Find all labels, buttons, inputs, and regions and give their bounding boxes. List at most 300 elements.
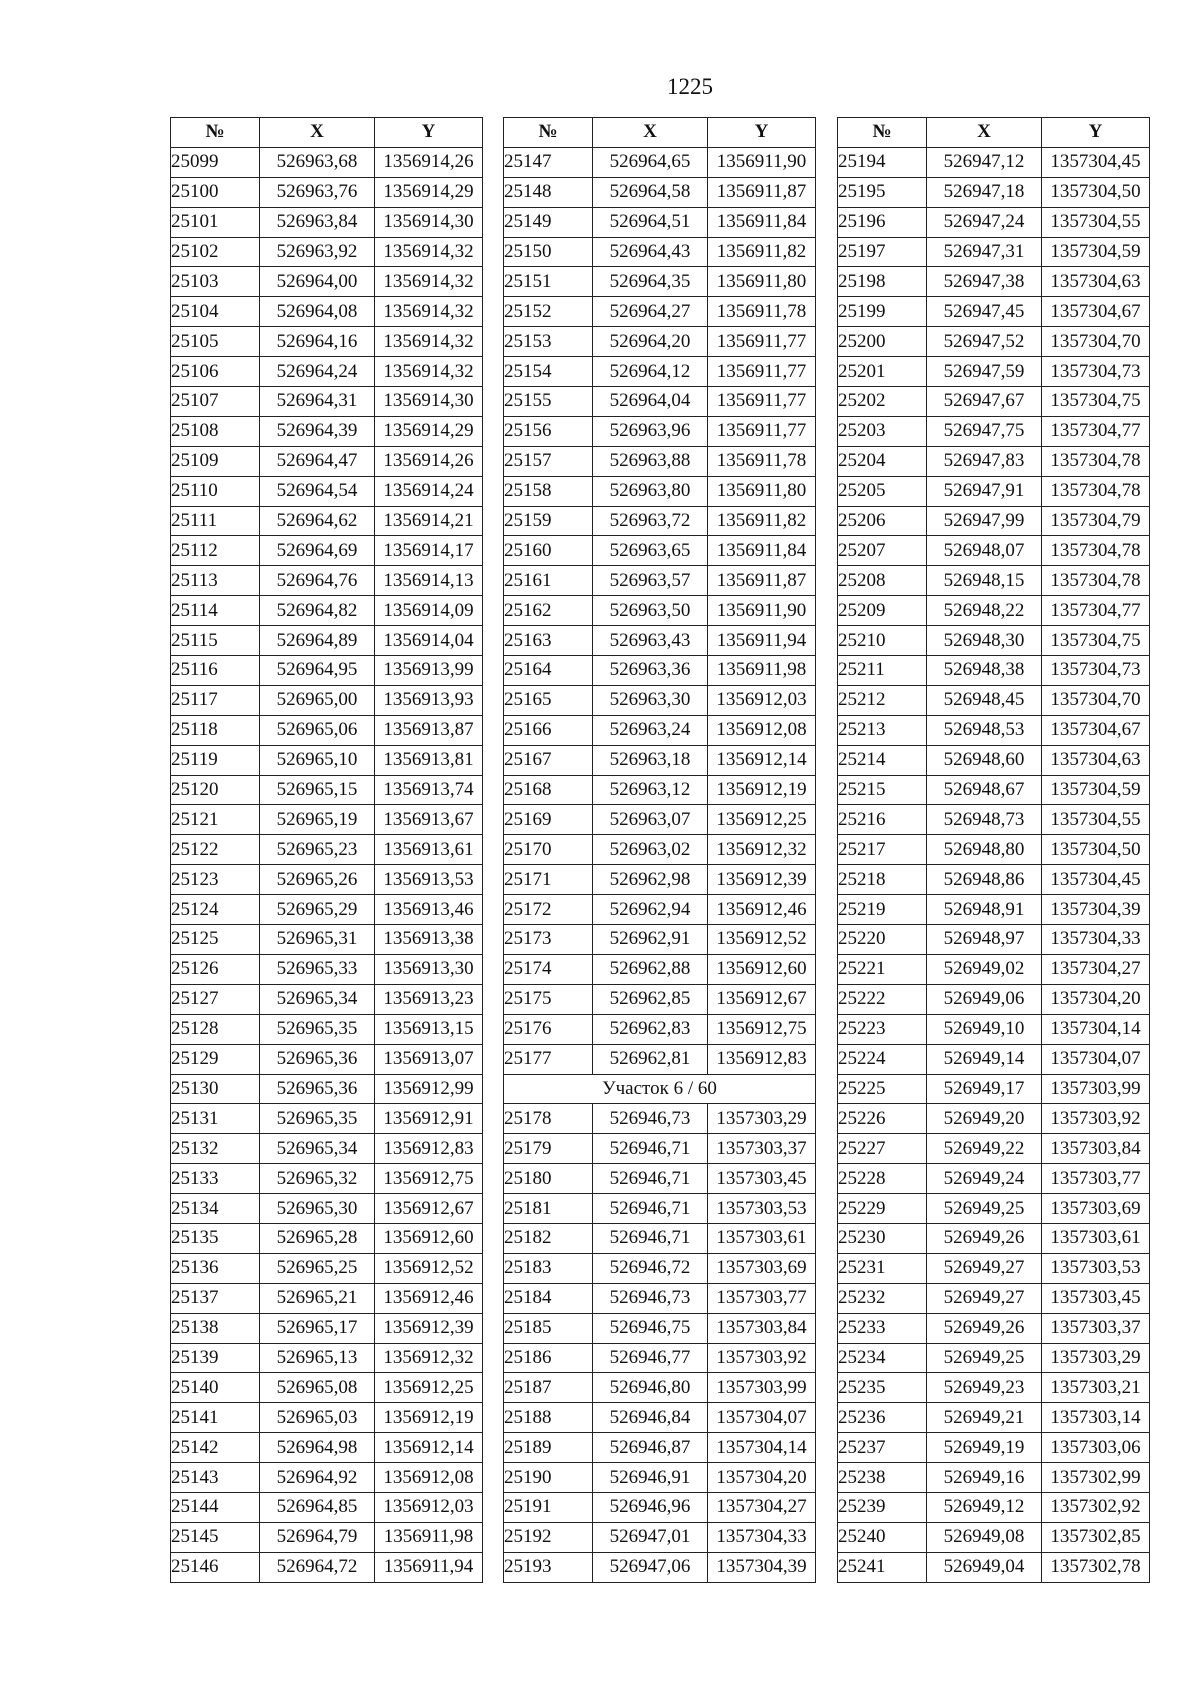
point-number: 25234	[838, 1343, 927, 1373]
x-coordinate: 526947,52	[927, 327, 1042, 357]
y-coordinate: 1356914,26	[375, 446, 483, 476]
y-coordinate: 1356913,15	[375, 1014, 483, 1044]
y-coordinate: 1356911,94	[375, 1552, 483, 1582]
y-coordinate: 1356914,17	[375, 536, 483, 566]
point-number: 25126	[171, 954, 260, 984]
y-coordinate: 1357302,99	[1042, 1463, 1150, 1493]
y-coordinate: 1356913,87	[375, 715, 483, 745]
x-coordinate: 526946,91	[593, 1463, 708, 1493]
point-number: 25221	[838, 954, 927, 984]
x-coordinate: 526963,12	[593, 775, 708, 805]
y-coordinate: 1356913,93	[375, 685, 483, 715]
point-number: 25231	[838, 1253, 927, 1283]
point-number: 25182	[504, 1223, 593, 1253]
table-row	[171, 1343, 483, 1373]
table-row	[171, 835, 483, 865]
point-number: 25149	[504, 207, 593, 237]
point-number: 25152	[504, 297, 593, 327]
y-coordinate: 1357304,78	[1042, 476, 1150, 506]
point-number: 25117	[171, 685, 260, 715]
table-row	[838, 357, 1150, 387]
x-coordinate: 526964,65	[593, 147, 708, 177]
y-coordinate: 1357303,21	[1042, 1373, 1150, 1403]
point-number: 25122	[171, 835, 260, 865]
x-coordinate: 526949,26	[927, 1223, 1042, 1253]
point-number: 25160	[504, 536, 593, 566]
x-coordinate: 526949,25	[927, 1343, 1042, 1373]
table-row	[504, 147, 816, 177]
x-coordinate: 526965,25	[260, 1253, 375, 1283]
header-y: Y	[1042, 118, 1150, 148]
table-row	[171, 566, 483, 596]
x-coordinate: 526964,92	[260, 1463, 375, 1493]
x-coordinate: 526963,07	[593, 805, 708, 835]
point-number: 25193	[504, 1552, 593, 1582]
table-row	[504, 1403, 816, 1433]
y-coordinate: 1357304,45	[1042, 865, 1150, 895]
x-coordinate: 526947,83	[927, 446, 1042, 476]
x-coordinate: 526946,80	[593, 1373, 708, 1403]
point-number: 25124	[171, 895, 260, 925]
y-coordinate: 1356911,84	[708, 536, 816, 566]
y-coordinate: 1356914,04	[375, 626, 483, 656]
x-coordinate: 526964,08	[260, 297, 375, 327]
table-row	[171, 177, 483, 207]
table-row	[838, 1433, 1150, 1463]
point-number: 25210	[838, 626, 927, 656]
point-number: 25173	[504, 925, 593, 955]
table-body	[171, 147, 483, 1582]
point-number: 25099	[171, 147, 260, 177]
x-coordinate: 526948,45	[927, 685, 1042, 715]
table-row	[838, 177, 1150, 207]
x-coordinate: 526964,95	[260, 656, 375, 686]
x-coordinate: 526962,81	[593, 1044, 708, 1074]
y-coordinate: 1356913,61	[375, 835, 483, 865]
x-coordinate: 526946,77	[593, 1343, 708, 1373]
x-coordinate: 526965,28	[260, 1223, 375, 1253]
y-coordinate: 1357304,67	[1042, 715, 1150, 745]
point-number: 25207	[838, 536, 927, 566]
x-coordinate: 526963,65	[593, 536, 708, 566]
y-coordinate: 1357304,39	[708, 1552, 816, 1582]
table-row	[504, 1044, 816, 1074]
x-coordinate: 526949,02	[927, 954, 1042, 984]
header-row	[171, 118, 483, 148]
table-row	[838, 1313, 1150, 1343]
y-coordinate: 1356912,52	[375, 1253, 483, 1283]
point-number: 25153	[504, 327, 593, 357]
x-coordinate: 526948,80	[927, 835, 1042, 865]
table-row	[838, 207, 1150, 237]
x-coordinate: 526946,71	[593, 1164, 708, 1194]
point-number: 25196	[838, 207, 927, 237]
point-number: 25107	[171, 387, 260, 417]
y-coordinate: 1357303,92	[1042, 1104, 1150, 1134]
table-row	[838, 865, 1150, 895]
x-coordinate: 526965,33	[260, 954, 375, 984]
x-coordinate: 526964,43	[593, 237, 708, 267]
table-row	[171, 1522, 483, 1552]
point-number: 25113	[171, 566, 260, 596]
x-coordinate: 526948,86	[927, 865, 1042, 895]
y-coordinate: 1356911,78	[708, 446, 816, 476]
table-row	[504, 835, 816, 865]
point-number: 25222	[838, 984, 927, 1014]
y-coordinate: 1357304,50	[1042, 177, 1150, 207]
y-coordinate: 1356911,77	[708, 416, 816, 446]
y-coordinate: 1356911,77	[708, 327, 816, 357]
y-coordinate: 1357303,92	[708, 1343, 816, 1373]
y-coordinate: 1356911,98	[375, 1522, 483, 1552]
table-row	[838, 267, 1150, 297]
x-coordinate: 526948,97	[927, 925, 1042, 955]
point-number: 25158	[504, 476, 593, 506]
point-number: 25235	[838, 1373, 927, 1403]
x-coordinate: 526963,24	[593, 715, 708, 745]
table-row	[838, 895, 1150, 925]
table-row	[171, 446, 483, 476]
point-number: 25184	[504, 1283, 593, 1313]
y-coordinate: 1356914,26	[375, 147, 483, 177]
table-row	[838, 745, 1150, 775]
section-row	[504, 1074, 816, 1104]
table-row	[504, 297, 816, 327]
y-coordinate: 1357303,37	[1042, 1313, 1150, 1343]
y-coordinate: 1356912,46	[708, 895, 816, 925]
y-coordinate: 1357304,27	[1042, 954, 1150, 984]
table-row	[838, 685, 1150, 715]
y-coordinate: 1357304,78	[1042, 566, 1150, 596]
table-row	[171, 1463, 483, 1493]
x-coordinate: 526948,91	[927, 895, 1042, 925]
x-coordinate: 526965,34	[260, 1134, 375, 1164]
x-coordinate: 526965,35	[260, 1104, 375, 1134]
table-row	[838, 237, 1150, 267]
y-coordinate: 1356914,32	[375, 237, 483, 267]
table-row	[504, 984, 816, 1014]
x-coordinate: 526946,71	[593, 1223, 708, 1253]
x-coordinate: 526962,85	[593, 984, 708, 1014]
x-coordinate: 526964,76	[260, 566, 375, 596]
table-row	[171, 626, 483, 656]
y-coordinate: 1356913,07	[375, 1044, 483, 1074]
y-coordinate: 1356911,78	[708, 297, 816, 327]
x-coordinate: 526965,00	[260, 685, 375, 715]
table-row	[504, 1433, 816, 1463]
x-coordinate: 526948,73	[927, 805, 1042, 835]
point-number: 25128	[171, 1014, 260, 1044]
y-coordinate: 1357303,53	[708, 1194, 816, 1224]
point-number: 25132	[171, 1134, 260, 1164]
x-coordinate: 526964,62	[260, 506, 375, 536]
table-row	[171, 1074, 483, 1104]
y-coordinate: 1357303,69	[708, 1253, 816, 1283]
table-row	[504, 327, 816, 357]
y-coordinate: 1357304,78	[1042, 536, 1150, 566]
x-coordinate: 526965,15	[260, 775, 375, 805]
table-row	[504, 476, 816, 506]
table-row	[838, 1074, 1150, 1104]
x-coordinate: 526946,73	[593, 1283, 708, 1313]
y-coordinate: 1356912,32	[375, 1343, 483, 1373]
table-row	[171, 1223, 483, 1253]
y-coordinate: 1356914,30	[375, 387, 483, 417]
y-coordinate: 1357304,77	[1042, 416, 1150, 446]
y-coordinate: 1356912,08	[708, 715, 816, 745]
table-row	[504, 357, 816, 387]
point-number: 25223	[838, 1014, 927, 1044]
x-coordinate: 526965,26	[260, 865, 375, 895]
table-row	[838, 1492, 1150, 1522]
table-row	[838, 715, 1150, 745]
table-row	[838, 805, 1150, 835]
x-coordinate: 526964,82	[260, 596, 375, 626]
table-row	[504, 1253, 816, 1283]
y-coordinate: 1356911,90	[708, 147, 816, 177]
point-number: 25121	[171, 805, 260, 835]
y-coordinate: 1357304,75	[1042, 387, 1150, 417]
table-row	[504, 656, 816, 686]
table-row	[838, 476, 1150, 506]
y-coordinate: 1357302,92	[1042, 1492, 1150, 1522]
table-row	[504, 387, 816, 417]
point-number: 25180	[504, 1164, 593, 1194]
x-coordinate: 526963,84	[260, 207, 375, 237]
y-coordinate: 1356913,99	[375, 656, 483, 686]
x-coordinate: 526964,51	[593, 207, 708, 237]
point-number: 25164	[504, 656, 593, 686]
table-row	[171, 656, 483, 686]
page-number: 1225	[667, 74, 713, 99]
table-row	[504, 1283, 816, 1313]
y-coordinate: 1357304,45	[1042, 147, 1150, 177]
y-coordinate: 1356911,98	[708, 656, 816, 686]
y-coordinate: 1356912,91	[375, 1104, 483, 1134]
table-row	[838, 925, 1150, 955]
point-number: 25145	[171, 1522, 260, 1552]
point-number: 25116	[171, 656, 260, 686]
table-row	[504, 954, 816, 984]
table-row	[171, 1194, 483, 1224]
x-coordinate: 526946,72	[593, 1253, 708, 1283]
table-row	[838, 984, 1150, 1014]
table-row	[171, 715, 483, 745]
point-number: 25181	[504, 1194, 593, 1224]
point-number: 25127	[171, 984, 260, 1014]
table-row	[838, 1463, 1150, 1493]
y-coordinate: 1356912,39	[708, 865, 816, 895]
table-row	[504, 536, 816, 566]
y-coordinate: 1357303,84	[1042, 1134, 1150, 1164]
table-row	[838, 1104, 1150, 1134]
table-row	[838, 297, 1150, 327]
point-number: 25199	[838, 297, 927, 327]
table-row	[838, 1134, 1150, 1164]
y-coordinate: 1356912,19	[708, 775, 816, 805]
point-number: 25195	[838, 177, 927, 207]
point-number: 25106	[171, 357, 260, 387]
table-row	[171, 297, 483, 327]
x-coordinate: 526962,98	[593, 865, 708, 895]
table-row	[504, 626, 816, 656]
x-coordinate: 526964,04	[593, 387, 708, 417]
x-coordinate: 526964,39	[260, 416, 375, 446]
y-coordinate: 1356912,03	[375, 1492, 483, 1522]
section-label: Участок 6 / 60	[504, 1074, 816, 1104]
x-coordinate: 526965,10	[260, 745, 375, 775]
y-coordinate: 1357304,33	[1042, 925, 1150, 955]
table-row	[838, 1253, 1150, 1283]
table-row	[504, 1373, 816, 1403]
x-coordinate: 526947,38	[927, 267, 1042, 297]
table-row	[838, 147, 1150, 177]
table-row	[171, 147, 483, 177]
table-row	[504, 1134, 816, 1164]
header-y: Y	[375, 118, 483, 148]
x-coordinate: 526947,24	[927, 207, 1042, 237]
table-row	[171, 267, 483, 297]
point-number: 25169	[504, 805, 593, 835]
table-row	[838, 835, 1150, 865]
table-row	[171, 1433, 483, 1463]
point-number: 25216	[838, 805, 927, 835]
x-coordinate: 526964,20	[593, 327, 708, 357]
x-coordinate: 526965,31	[260, 925, 375, 955]
y-coordinate: 1357304,20	[708, 1463, 816, 1493]
point-number: 25100	[171, 177, 260, 207]
table-row	[504, 1343, 816, 1373]
y-coordinate: 1357303,53	[1042, 1253, 1150, 1283]
x-coordinate: 526946,84	[593, 1403, 708, 1433]
y-coordinate: 1356911,87	[708, 177, 816, 207]
table-row	[504, 267, 816, 297]
table-row	[504, 715, 816, 745]
y-coordinate: 1357303,61	[708, 1223, 816, 1253]
table-row	[838, 1373, 1150, 1403]
y-coordinate: 1357303,84	[708, 1313, 816, 1343]
table-row	[171, 357, 483, 387]
y-coordinate: 1356913,30	[375, 954, 483, 984]
y-coordinate: 1357304,77	[1042, 596, 1150, 626]
x-coordinate: 526965,36	[260, 1074, 375, 1104]
table-row	[171, 685, 483, 715]
y-coordinate: 1356913,38	[375, 925, 483, 955]
table-row	[838, 1194, 1150, 1224]
x-coordinate: 526947,67	[927, 387, 1042, 417]
x-coordinate: 526949,10	[927, 1014, 1042, 1044]
y-coordinate: 1356914,29	[375, 416, 483, 446]
table-row	[838, 775, 1150, 805]
table-row	[838, 656, 1150, 686]
x-coordinate: 526947,91	[927, 476, 1042, 506]
point-number: 25156	[504, 416, 593, 446]
table-row	[838, 566, 1150, 596]
table-row	[838, 1044, 1150, 1074]
y-coordinate: 1356913,46	[375, 895, 483, 925]
table-row	[838, 1283, 1150, 1313]
table-row	[171, 416, 483, 446]
point-number: 25114	[171, 596, 260, 626]
point-number: 25119	[171, 745, 260, 775]
point-number: 25241	[838, 1552, 927, 1582]
point-number: 25133	[171, 1164, 260, 1194]
point-number: 25232	[838, 1283, 927, 1313]
point-number: 25238	[838, 1463, 927, 1493]
y-coordinate: 1356912,75	[708, 1014, 816, 1044]
table-row	[171, 984, 483, 1014]
table-row	[171, 207, 483, 237]
x-coordinate: 526949,17	[927, 1074, 1042, 1104]
y-coordinate: 1356912,08	[375, 1463, 483, 1493]
table-row	[171, 895, 483, 925]
header-number: №	[838, 118, 927, 148]
point-number: 25141	[171, 1403, 260, 1433]
point-number: 25212	[838, 685, 927, 715]
y-coordinate: 1356911,80	[708, 267, 816, 297]
x-coordinate: 526965,03	[260, 1403, 375, 1433]
y-coordinate: 1357304,70	[1042, 685, 1150, 715]
table-row	[504, 805, 816, 835]
y-coordinate: 1357303,29	[1042, 1343, 1150, 1373]
point-number: 25102	[171, 237, 260, 267]
table-row	[171, 1313, 483, 1343]
point-number: 25225	[838, 1074, 927, 1104]
table-row	[171, 237, 483, 267]
x-coordinate: 526946,71	[593, 1134, 708, 1164]
y-coordinate: 1356914,32	[375, 267, 483, 297]
x-coordinate: 526949,21	[927, 1403, 1042, 1433]
header-number: №	[171, 118, 260, 148]
x-coordinate: 526949,04	[927, 1552, 1042, 1582]
table-row	[504, 237, 816, 267]
header-x: X	[927, 118, 1042, 148]
point-number: 25175	[504, 984, 593, 1014]
table-row	[504, 1223, 816, 1253]
y-coordinate: 1357304,55	[1042, 207, 1150, 237]
point-number: 25213	[838, 715, 927, 745]
table-row	[838, 446, 1150, 476]
table-row	[838, 1223, 1150, 1253]
x-coordinate: 526946,75	[593, 1313, 708, 1343]
header-x: X	[593, 118, 708, 148]
x-coordinate: 526965,30	[260, 1194, 375, 1224]
y-coordinate: 1356912,75	[375, 1164, 483, 1194]
point-number: 25110	[171, 476, 260, 506]
y-coordinate: 1357304,20	[1042, 984, 1150, 1014]
table-row	[171, 1552, 483, 1582]
table-row	[171, 1044, 483, 1074]
x-coordinate: 526963,18	[593, 745, 708, 775]
y-coordinate: 1356914,30	[375, 207, 483, 237]
y-coordinate: 1356911,87	[708, 566, 816, 596]
point-number: 25168	[504, 775, 593, 805]
point-number: 25219	[838, 895, 927, 925]
y-coordinate: 1356913,53	[375, 865, 483, 895]
y-coordinate: 1357304,27	[708, 1492, 816, 1522]
x-coordinate: 526948,38	[927, 656, 1042, 686]
x-coordinate: 526947,75	[927, 416, 1042, 446]
x-coordinate: 526962,88	[593, 954, 708, 984]
point-number: 25159	[504, 506, 593, 536]
point-number: 25109	[171, 446, 260, 476]
table-row	[171, 536, 483, 566]
point-number: 25104	[171, 297, 260, 327]
point-number: 25189	[504, 1433, 593, 1463]
y-coordinate: 1357303,14	[1042, 1403, 1150, 1433]
y-coordinate: 1357304,59	[1042, 775, 1150, 805]
point-number: 25208	[838, 566, 927, 596]
